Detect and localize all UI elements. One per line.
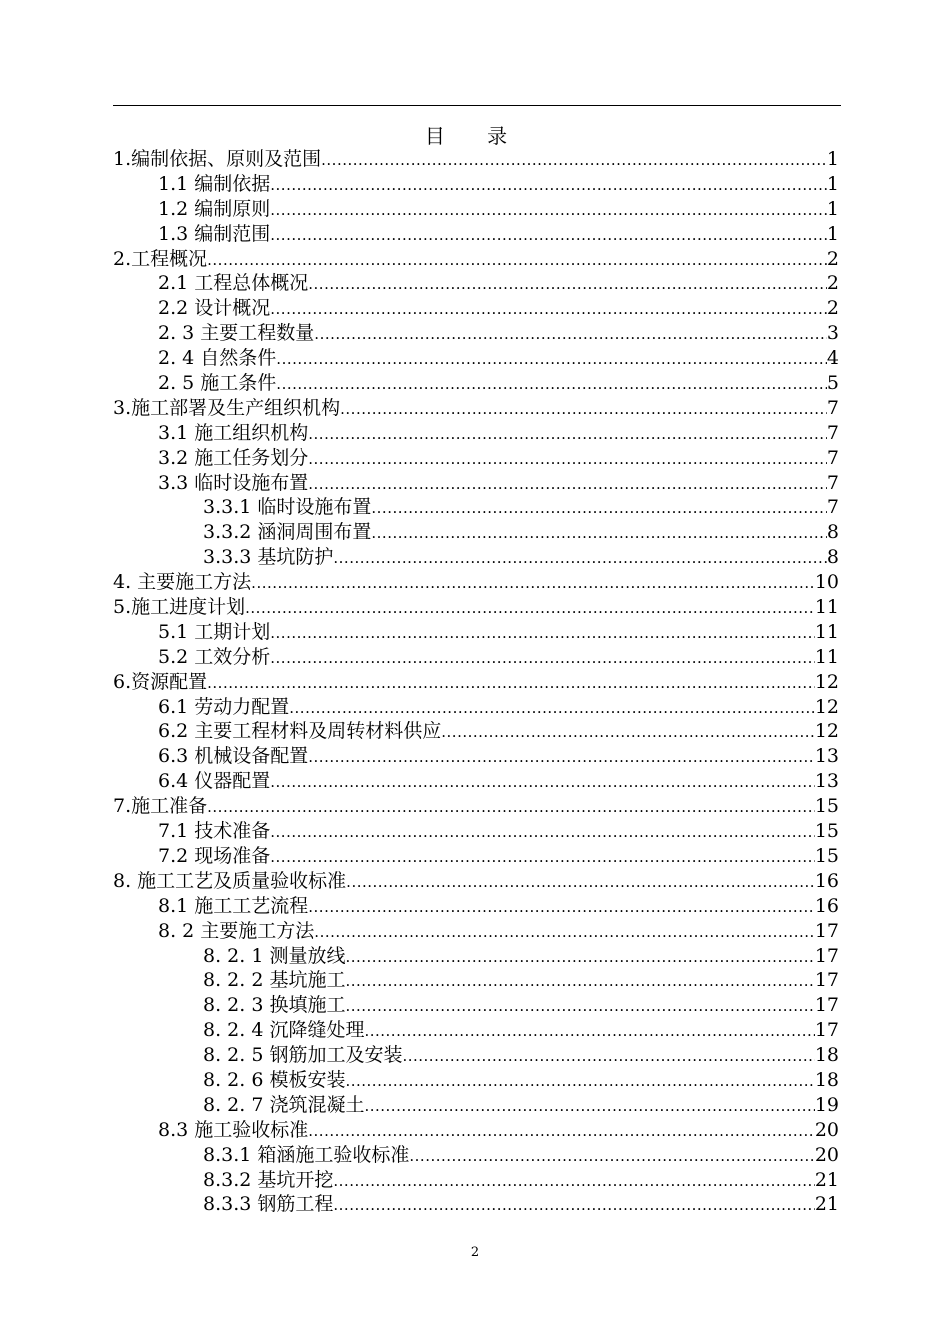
toc-entry-page: 19 — [814, 1093, 839, 1116]
toc-entry[interactable] — [113, 719, 839, 744]
toc-entry-page: 11 — [814, 620, 839, 643]
toc-entry-page: 8 — [826, 546, 839, 569]
toc-entry-label: 6.1 劳动力配置 — [158, 695, 290, 718]
dot-leader — [308, 745, 815, 770]
toc-entry[interactable] — [113, 794, 839, 819]
dot-leader — [270, 621, 815, 646]
dot-leader — [270, 770, 815, 795]
toc-entry[interactable] — [113, 894, 839, 919]
toc-entry-page: 21 — [814, 1168, 839, 1191]
toc-entry-page: 2 — [826, 297, 839, 320]
toc-entry-label: 5.1 工期计划 — [158, 620, 271, 643]
toc-entry-label: 8. 2. 2 基坑施工 — [203, 969, 346, 992]
toc-entry-page: 4 — [826, 347, 839, 370]
toc-entry-page: 17 — [814, 1019, 839, 1042]
toc-entry-label: 3.2 施工任务划分 — [158, 446, 309, 469]
toc-entry-page: 2 — [826, 272, 839, 295]
toc-entry[interactable] — [113, 446, 839, 471]
dot-leader — [270, 297, 827, 322]
toc-entry-label: 5.2 工效分析 — [158, 645, 271, 668]
toc-entry-page: 13 — [814, 745, 839, 768]
toc-entry-page: 20 — [814, 1143, 839, 1166]
dot-leader — [333, 546, 827, 571]
toc-entry[interactable] — [113, 819, 839, 844]
dot-leader — [364, 1019, 814, 1044]
toc-entry[interactable] — [113, 645, 839, 670]
toc-entry[interactable] — [113, 172, 839, 197]
toc-entry[interactable] — [113, 222, 839, 247]
toc-entry[interactable] — [113, 919, 839, 944]
toc-entry-page: 16 — [814, 869, 839, 892]
page-number: 2 — [470, 1245, 480, 1260]
toc-entry[interactable] — [113, 570, 839, 595]
toc-entry-page: 1 — [826, 222, 839, 245]
dot-leader — [270, 820, 815, 845]
toc-entry[interactable] — [113, 1143, 839, 1168]
dot-leader — [345, 969, 814, 994]
toc-entry[interactable] — [113, 520, 839, 545]
dot-leader — [308, 1119, 815, 1144]
toc-entry-label: 8. 2. 4 沉降缝处理 — [203, 1019, 365, 1042]
toc-entry-label: 6.资源配置 — [113, 670, 208, 693]
toc-entry-page: 15 — [814, 795, 839, 818]
toc-entry-page: 12 — [814, 695, 839, 718]
dot-leader — [346, 870, 815, 895]
dot-leader — [340, 397, 827, 422]
toc-entry[interactable] — [113, 396, 839, 421]
toc-entry[interactable] — [113, 247, 839, 272]
toc-entry-label: 2. 3 主要工程数量 — [158, 322, 315, 345]
toc-entry-page: 12 — [814, 720, 839, 743]
toc-entry-page: 1 — [826, 172, 839, 195]
toc-entry-label: 7.施工准备 — [113, 795, 208, 818]
toc-entry[interactable] — [113, 695, 839, 720]
dot-leader — [270, 223, 827, 248]
toc-entry-page: 16 — [814, 894, 839, 917]
dot-leader — [371, 496, 827, 521]
dot-leader — [402, 1044, 814, 1069]
toc-entry[interactable] — [113, 321, 839, 346]
toc-entry[interactable] — [113, 346, 839, 371]
toc-entry-page: 11 — [814, 645, 839, 668]
toc-entry[interactable] — [113, 1043, 839, 1068]
toc-entry-label: 8.3 施工验收标准 — [158, 1118, 309, 1141]
toc-entry-page: 17 — [814, 994, 839, 1017]
toc-entry-page: 11 — [814, 596, 839, 619]
toc-entry-label: 3.3 临时设施布置 — [158, 471, 309, 494]
toc-entry-label: 2.1 工程总体概况 — [158, 272, 309, 295]
toc-entry[interactable] — [113, 1018, 839, 1043]
toc-entry-label: 8. 2 主要施工方法 — [158, 919, 315, 942]
dot-leader — [308, 472, 827, 497]
toc-entry[interactable] — [113, 371, 839, 396]
dot-leader — [270, 646, 815, 671]
toc-entry-label: 2.2 设计概况 — [158, 297, 271, 320]
dot-leader — [207, 248, 827, 273]
toc-entry[interactable] — [113, 1118, 839, 1143]
toc-entry-page: 10 — [814, 571, 839, 594]
dot-leader — [333, 1193, 814, 1218]
toc-entry-page: 17 — [814, 944, 839, 967]
dot-leader — [207, 795, 815, 820]
dot-leader — [270, 198, 827, 223]
toc-entry-label: 3.3.2 涵洞周围布置 — [203, 521, 372, 544]
dot-leader — [321, 148, 827, 173]
toc-entry-label: 8.1 施工工艺流程 — [158, 894, 309, 917]
dot-leader — [314, 920, 815, 945]
toc-entry[interactable] — [113, 993, 839, 1018]
toc-entry-page: 7 — [826, 396, 839, 419]
dot-leader — [289, 696, 815, 721]
toc-entry-page: 17 — [814, 969, 839, 992]
toc-entry[interactable] — [113, 844, 839, 869]
toc-entry[interactable] — [113, 944, 839, 969]
toc-entry-label: 8. 施工工艺及质量验收标准 — [113, 869, 347, 892]
toc-entry-page: 18 — [814, 1044, 839, 1067]
toc-entry-page: 2 — [826, 247, 839, 270]
toc-entry-label: 6.4 仪器配置 — [158, 770, 271, 793]
toc-entry[interactable] — [113, 296, 839, 321]
dot-leader — [441, 720, 815, 745]
toc-entry-label: 5.施工进度计划 — [113, 596, 246, 619]
toc-entry-page: 21 — [814, 1193, 839, 1216]
dot-leader — [276, 372, 827, 397]
dot-leader — [364, 1094, 814, 1119]
dot-leader — [251, 571, 815, 596]
toc-entry-page: 1 — [826, 148, 839, 170]
toc-entry-page: 13 — [814, 770, 839, 793]
toc-entry-page: 1 — [826, 197, 839, 220]
toc-entry-label: 3.1 施工组织机构 — [158, 421, 309, 444]
toc-entry-label: 8. 2. 6 模板安装 — [203, 1068, 346, 1091]
dot-leader — [276, 347, 827, 372]
toc-entry-label: 6.2 主要工程材料及周转材料供应 — [158, 720, 442, 743]
toc-entry-label: 2. 5 施工条件 — [158, 372, 277, 395]
dot-leader — [371, 521, 827, 546]
dot-leader — [314, 322, 827, 347]
toc-entry[interactable] — [113, 495, 839, 520]
toc-entry-label: 8. 2. 3 换填施工 — [203, 994, 346, 1017]
dot-leader — [245, 596, 815, 621]
dot-leader — [308, 422, 827, 447]
dot-leader — [207, 671, 815, 696]
toc-entry-page: 20 — [814, 1118, 839, 1141]
toc-entry-label: 8. 2. 7 浇筑混凝土 — [203, 1093, 365, 1116]
toc-entry[interactable] — [113, 271, 839, 296]
toc-entry[interactable] — [113, 1168, 839, 1193]
toc-entry-label: 1.3 编制范围 — [158, 222, 271, 245]
dot-leader — [270, 173, 827, 198]
toc-entry-label: 2. 4 自然条件 — [158, 347, 277, 370]
toc-entry-page: 8 — [826, 521, 839, 544]
toc-entry-page: 17 — [814, 919, 839, 942]
toc-entry[interactable] — [113, 1093, 839, 1118]
dot-leader — [270, 845, 815, 870]
toc-entry-label: 3.3.1 临时设施布置 — [203, 496, 372, 519]
toc-entry[interactable] — [113, 620, 839, 645]
toc-entry[interactable] — [113, 595, 839, 620]
toc-entry-label: 1.1 编制依据 — [158, 172, 271, 195]
toc-entry-page: 7 — [826, 446, 839, 469]
toc-entry-label: 7.2 现场准备 — [158, 844, 271, 867]
toc-entry[interactable] — [113, 147, 839, 172]
toc-entry[interactable] — [113, 744, 839, 769]
toc-entry-label: 3.3.3 基坑防护 — [203, 546, 334, 569]
toc-title: 目 录 — [424, 124, 526, 148]
toc-entry-page: 15 — [814, 844, 839, 867]
dot-leader — [308, 895, 815, 920]
dot-leader — [409, 1144, 814, 1169]
toc-entry[interactable] — [113, 471, 839, 496]
dot-leader — [345, 1069, 814, 1094]
toc-entry-page: 3 — [826, 322, 839, 345]
toc-entry-page: 7 — [826, 421, 839, 444]
toc-entry-page: 7 — [826, 496, 839, 519]
header-rule — [113, 105, 841, 106]
toc-entry-label: 8. 2. 1 测量放线 — [203, 944, 346, 967]
toc-entry-label: 8. 2. 5 钢筋加工及安装 — [203, 1044, 403, 1067]
toc-entry-label: 3.施工部署及生产组织机构 — [113, 396, 341, 419]
toc-list — [113, 147, 839, 1217]
dot-leader — [308, 272, 827, 297]
toc-entry[interactable] — [113, 1192, 839, 1217]
toc-entry[interactable] — [113, 869, 839, 894]
toc-entry-page: 5 — [826, 372, 839, 395]
toc-entry[interactable] — [113, 1068, 839, 1093]
toc-entry-page: 12 — [814, 670, 839, 693]
dot-leader — [333, 1169, 814, 1194]
toc-entry-page: 18 — [814, 1068, 839, 1091]
toc-entry[interactable] — [113, 769, 839, 794]
toc-entry[interactable] — [113, 670, 839, 695]
toc-entry-label: 8.3.2 基坑开挖 — [203, 1168, 334, 1191]
dot-leader — [345, 945, 814, 970]
toc-entry-label: 4. 主要施工方法 — [113, 571, 252, 594]
toc-entry[interactable] — [113, 968, 839, 993]
toc-entry[interactable] — [113, 421, 839, 446]
toc-entry-label: 7.1 技术准备 — [158, 820, 271, 843]
toc-entry-page: 15 — [814, 820, 839, 843]
dot-leader — [308, 447, 827, 472]
toc-entry-label: 8.3.1 箱涵施工验收标准 — [203, 1143, 410, 1166]
toc-entry[interactable] — [113, 545, 839, 570]
toc-entry[interactable] — [113, 197, 839, 222]
toc-entry-label: 1.2 编制原则 — [158, 197, 271, 220]
dot-leader — [345, 994, 814, 1019]
toc-entry-label: 2.工程概况 — [113, 247, 208, 270]
toc-entry-label: 1.编制依据、原则及范围 — [113, 148, 322, 170]
toc-entry-label: 8.3.3 钢筋工程 — [203, 1193, 334, 1216]
toc-entry-label: 6.3 机械设备配置 — [158, 745, 309, 768]
toc-entry-page: 7 — [826, 471, 839, 494]
